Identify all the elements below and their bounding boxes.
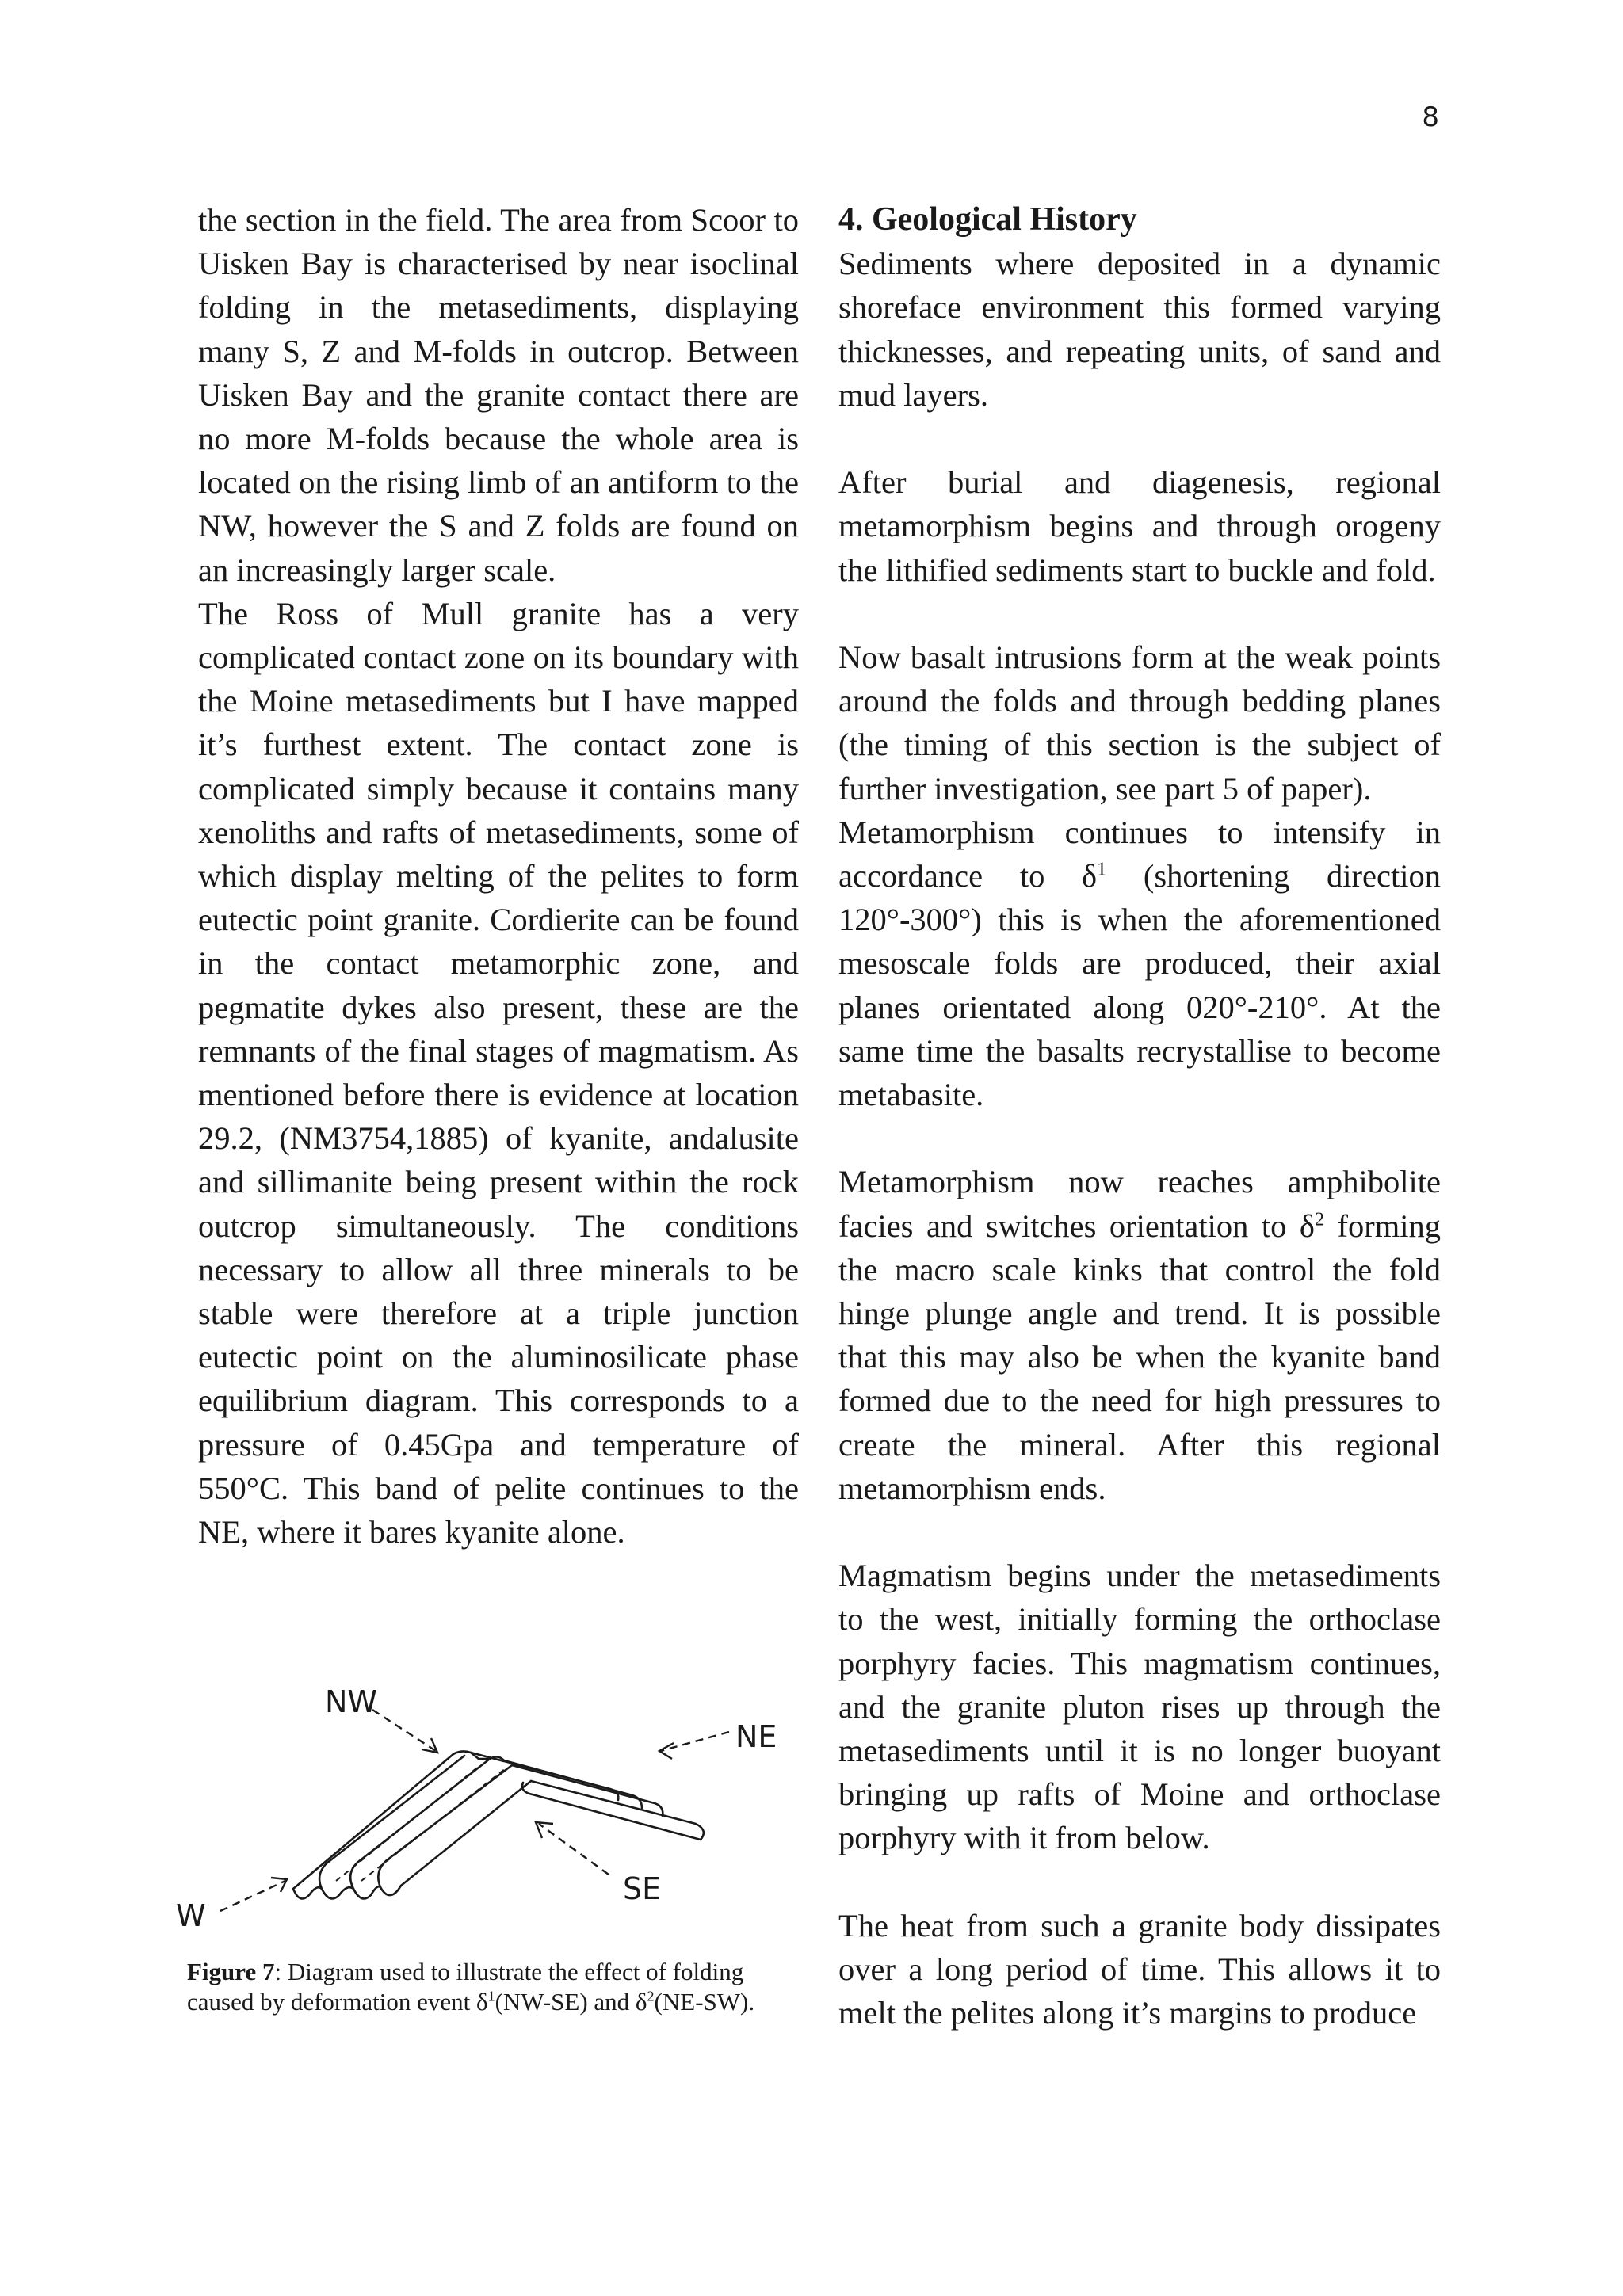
page-number: 8	[1422, 101, 1439, 133]
fold-trough-2	[322, 1887, 353, 1898]
right-paragraph-4	[838, 810, 1441, 1116]
right-paragraph-7: The heat from such a granite body dissipates over a long period of time. This allows it to melt the pelites along it’s margins to produce	[838, 1907, 1441, 2031]
right-paragraph-1: Sediments where deposited in a dynamic shoreface environment this formed varying thicknesses, and repeating units, of sand and mud layers.	[838, 246, 1441, 413]
caption-text-b: (NW-SE) and δ	[495, 1988, 647, 2016]
p5-text-b: forming the macro scale kinks that control the fold hinge plunge angle and trend. It is possible that this may also be when the kyanite band formed due to the need for high pressures to create the mineral. After this regional metamorphism ends.	[838, 1207, 1441, 1506]
arrow-se	[539, 1824, 609, 1875]
fold-limb-outer	[293, 1751, 479, 1889]
p4-text-a: Metamorphism continues to intensify in accordance to δ	[838, 814, 1441, 894]
figure-7-caption	[187, 1957, 758, 2017]
section-heading: 4. Geological History	[838, 201, 1137, 238]
left-paragraph-2: The Ross of Mull granite has a very complicated contact zone on its boundary with the Moine metasediments but I have mapped it’s furthest extent. The contact zone is complicated simply because it contains many xenoliths and rafts of metasediments, some of which display melting of the pelites to form eutectic point granite. Cordierite can be found in the contact metamorphic zone, and pegmatite dykes also present, these are the remnants of the final stages of magmatism. As mentioned before there is evidence at location 29.2, (NM3754,1885) of kyanite, andalusite and sillimanite being present within the rock outcrop simultaneously. The conditions necessary to allow all three minerals to be stable were therefore at a triple junction eutectic point on the aluminosilicate phase equilibrium diagram. This corresponds to a pressure of 0.45Gpa and temperature of 550°C. This band of pelite continues to the NE, where it bares kyanite alone.	[198, 595, 799, 1550]
arrow-ne	[661, 1732, 729, 1751]
label-w: W	[176, 1898, 206, 1933]
label-nw: NW	[325, 1684, 377, 1719]
fold-diagram-drawing	[166, 1676, 816, 1938]
p5-text-a: Metamorphism now reaches amphibolite facies and switches orientation to δ	[838, 1164, 1441, 1244]
left-column	[198, 198, 799, 1554]
caption-text-c: (NE-SW).	[654, 1988, 755, 2016]
p4-sup: 1	[1097, 859, 1107, 880]
figure-7-diagram	[166, 1676, 816, 1938]
arrow-w	[220, 1881, 285, 1911]
fold-limb-2	[319, 1756, 464, 1889]
caption-text-a: : Diagram used to illustrate the effect of folding caused by deformation event δ	[187, 1958, 744, 2016]
caption-sup-2: 2	[647, 1988, 655, 2004]
arrowhead-w	[271, 1878, 287, 1892]
arrowhead-se	[536, 1822, 553, 1838]
right-paragraph-6: Magmatism begins under the metasediments to the west, initially forming the orthoclase porphyry facies. This magmatism continues, and the granite pluton rises up through the metasediments until it is no longer buoyant bringing up rafts of Moine and orthoclase porphyry with it from below.	[838, 1558, 1441, 1856]
caption-sup-1: 1	[487, 1988, 495, 2004]
caption-label: Figure 7	[187, 1958, 275, 1985]
label-ne: NE	[735, 1719, 777, 1754]
fold-limb-4	[378, 1765, 512, 1887]
right-paragraph-2: After burial and diagenesis, regional metamorphism begins and through orogeny the lithified sediments start to buckle and fold.	[838, 464, 1441, 588]
left-paragraph-1: the section in the field. The area from Scoor to Uisken Bay is characterised by near isoclinal folding in the metasediments, displaying many S, Z and M-folds in outcrop. Between Uisken Bay and the granite contact there are no more M-folds because the whole area is located on the rising limb of an antiform to the NW, however the S and Z folds are found on an increasingly larger scale.	[198, 202, 799, 588]
fold-right-limb-top	[471, 1753, 618, 1800]
fold-trough-1	[293, 1887, 322, 1898]
right-paragraph-5	[838, 1160, 1441, 1510]
fold-trough-3	[353, 1886, 380, 1898]
label-se: SE	[623, 1871, 662, 1906]
fold-trough-4	[380, 1886, 401, 1895]
right-paragraph-3: Now basalt intrusions form at the weak points around the folds and through bedding planes (the timing of this section is the subject of further investigation, see part 5 of paper).	[838, 639, 1441, 807]
fold-limb-5	[401, 1781, 531, 1886]
p4-text-b: (shortening direction 120°-300°) this is when the aforementioned mesoscale folds are produced, their axial planes orientated along 020°-210°. At the same time the basalts recrystallise to become metabasite.	[838, 858, 1441, 1113]
arrow-nw	[372, 1710, 436, 1751]
p5-sup: 2	[1315, 1209, 1324, 1230]
right-column	[838, 198, 1441, 2035]
